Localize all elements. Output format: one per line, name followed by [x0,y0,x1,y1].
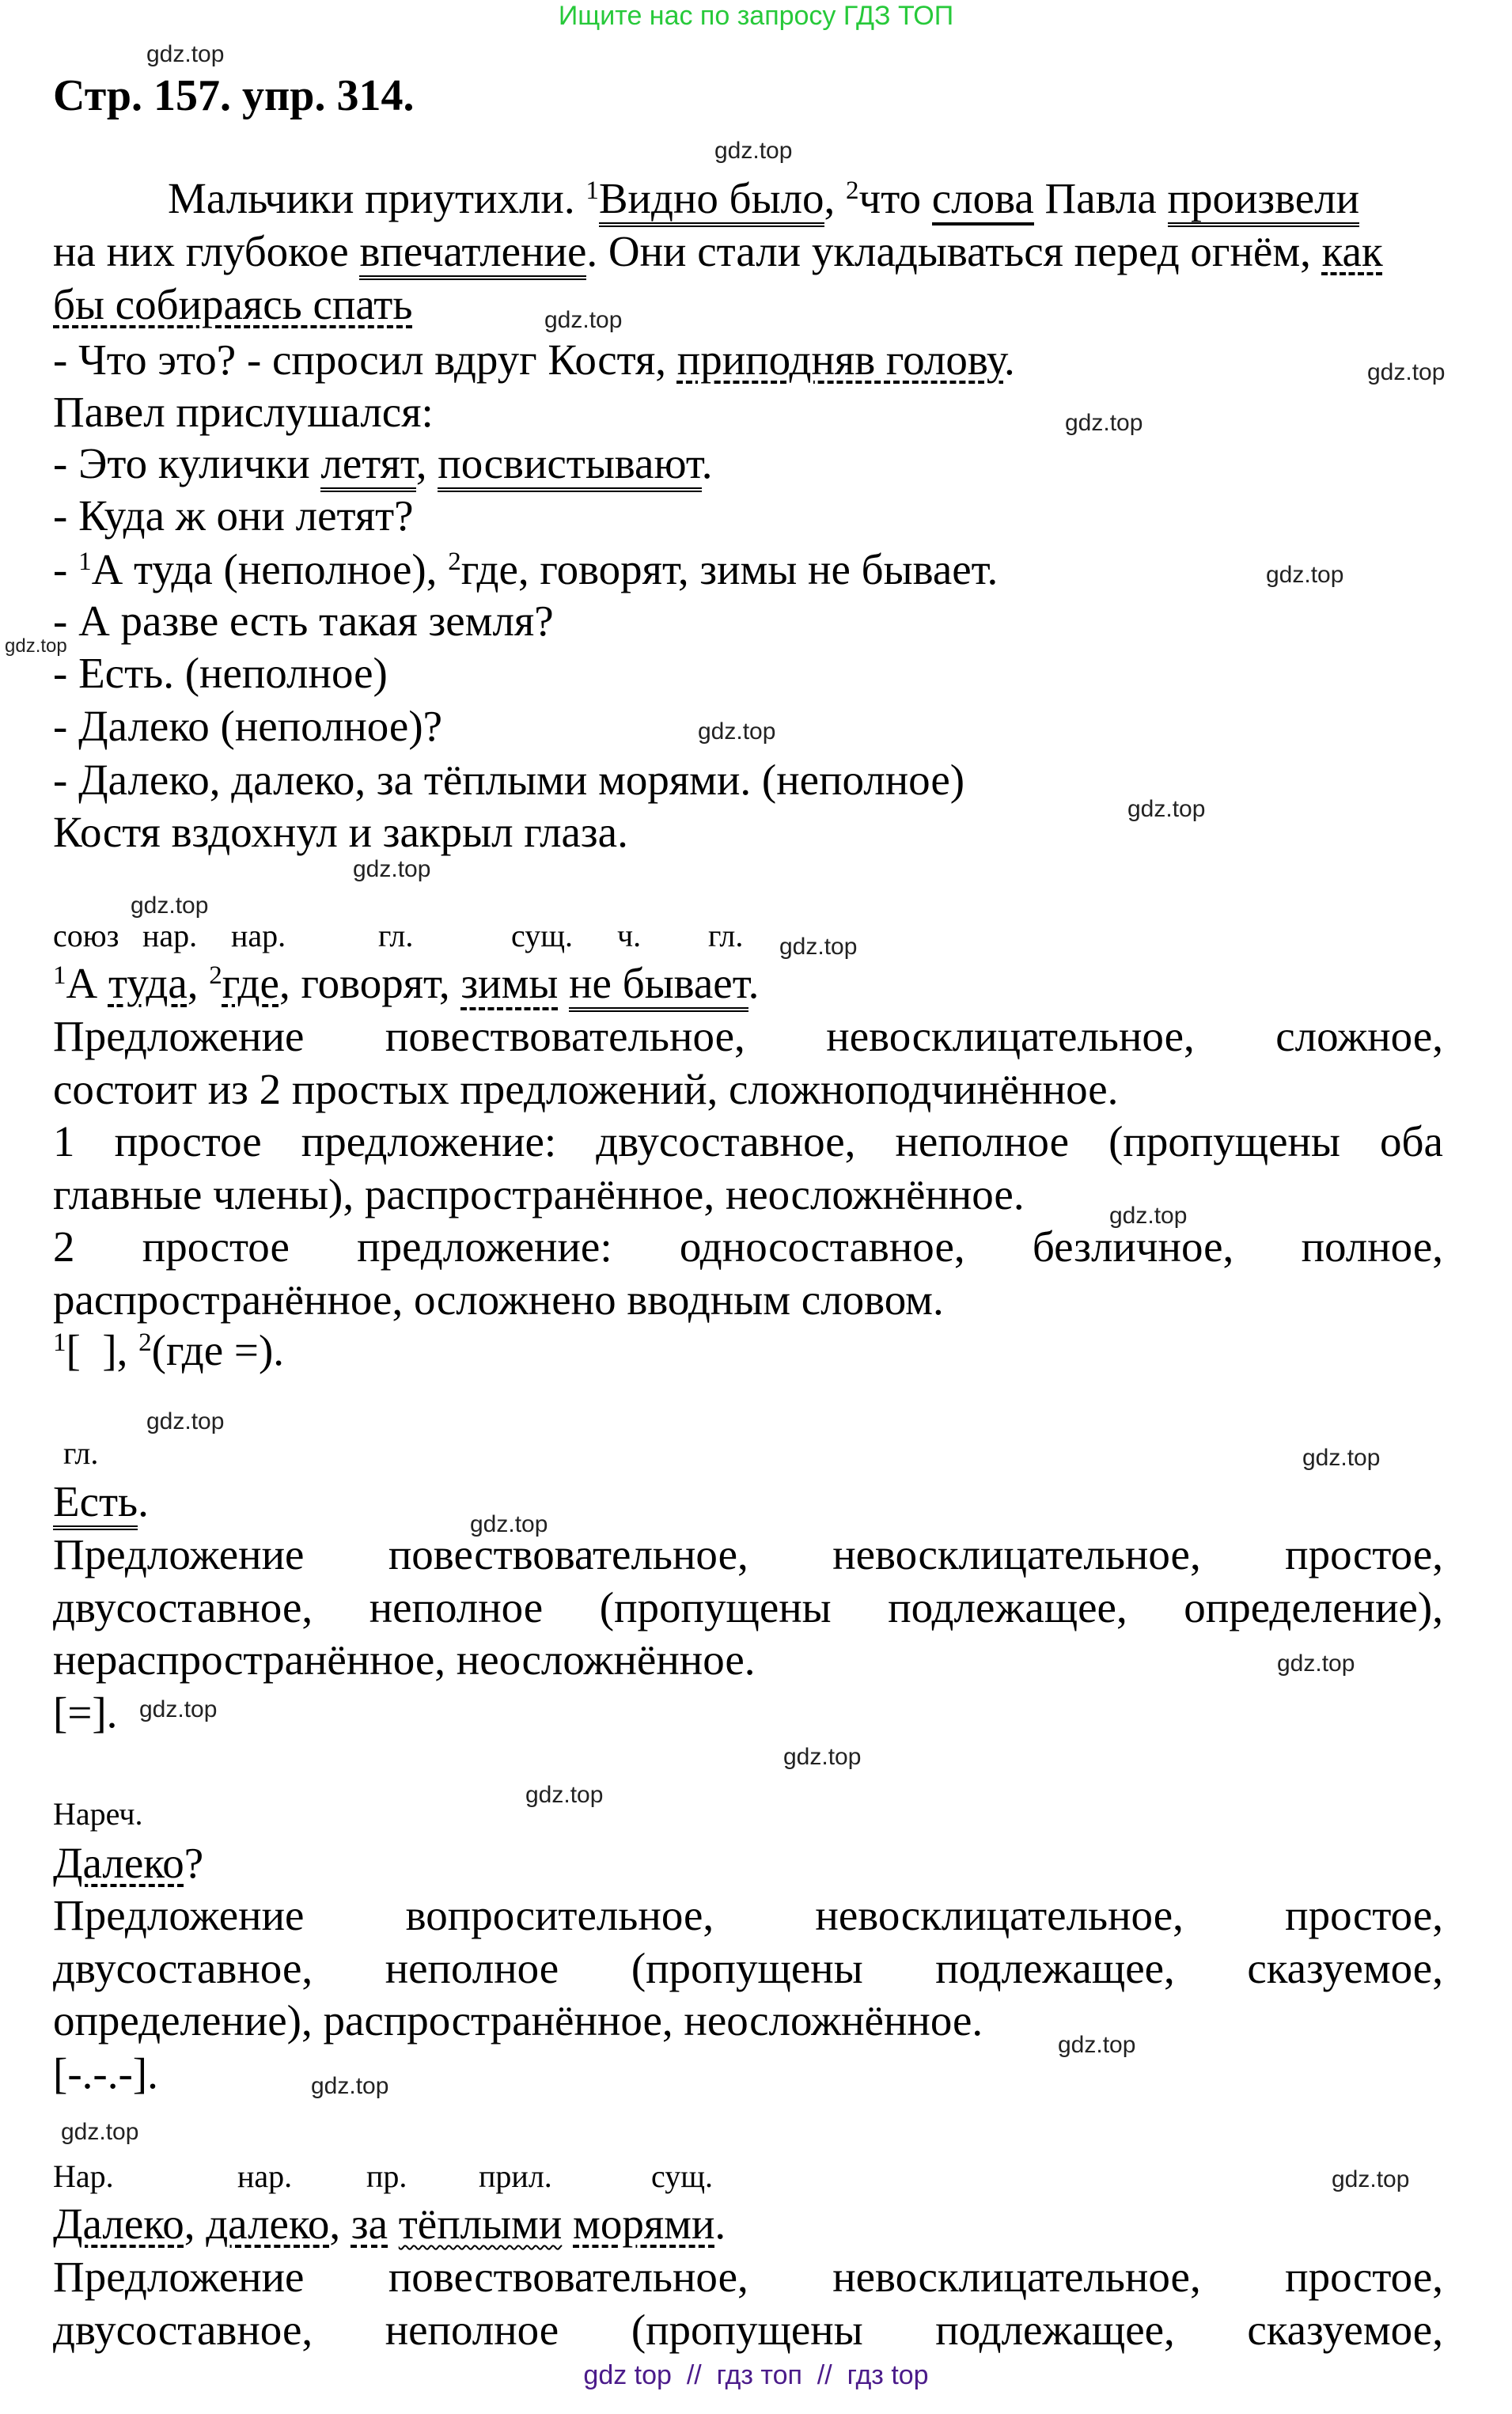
analysis-line: Предложение повествовательное, невосклицательное, простое, [53,1530,1443,1578]
pos-label: гл. [378,918,414,953]
text-line-8: - $^1$А туда (неполное), $^2$где, говорят, зимы не бывает. [53,545,999,593]
analysis-sentence-2: Есть. [53,1476,149,1528]
watermark: gdz.top [1266,562,1344,588]
text-line-5: Павел прислушался: [53,388,434,436]
watermark: gdz.top [544,307,623,333]
watermark: gdz.top [1058,2032,1136,2058]
analysis-line: двусоставное, неполное (пропущены подлежащее, определение), [53,1583,1443,1631]
adverbial: за [351,2200,388,2248]
watermark: gdz.top [1109,1203,1188,1229]
predicate: летят [320,439,415,492]
analysis-line: главные члены), распространённое, неосложнённое. [53,1170,1025,1218]
adverbial: как [1321,227,1383,275]
predicate: произвели [1168,174,1360,227]
pos-label: Нар. [53,2158,114,2194]
watermark: gdz.top [61,2119,139,2145]
pos-label: нар. [231,918,286,953]
analysis-line: двусоставное, неполное (пропущены подлежащее, сказуемое, [53,2306,1443,2354]
adverbial: где [222,959,279,1007]
adverbial: далеко [206,2200,330,2248]
analysis-line: двусоставное, неполное (пропущены подлежащее, сказуемое, [53,1944,1443,1992]
pos-label: ч. [617,918,642,953]
watermark: gdz.top [1332,2166,1410,2192]
text-line-6: - Это кулички летят, посвистывают. [53,438,712,490]
watermark: gdz.top [1367,359,1446,385]
subject: слова [932,174,1034,225]
pos-label: союз [53,918,119,953]
text-line-3 [53,279,412,331]
text-line-11: - Далеко (неполное)? [53,702,443,750]
pos-label: сущ. [651,2158,714,2194]
predicate: посвистывают [438,439,701,492]
predicate: Есть [53,1477,138,1530]
analysis-line: распространённое, осложнено вводным словом. [53,1275,944,1324]
analysis-sentence-1: $^1$А туда, $^2$где, говорят, зимы не бывает. [53,957,759,1010]
analysis-line: Предложение повествовательное, невосклицательное, сложное, [53,1012,1443,1060]
text-line-2: на них глубокое впечатление. Они стали укладываться перед огнём, как [53,225,1383,278]
watermark: gdz.top [714,138,793,164]
watermark: gdz.top [1127,796,1206,822]
watermark: gdz.top [698,718,776,745]
watermark: gdz.top [146,41,225,67]
analysis-line: 1 простое предложение: двусоставное, неполное (пропущены оба [53,1117,1443,1165]
watermark: gdz.top [353,856,431,882]
watermark: gdz.top [525,1782,604,1808]
text-line-13: Костя вздохнул и закрыл глаза. [53,808,628,856]
watermark: gdz.top [131,892,209,919]
watermark: gdz.top [1065,410,1143,436]
pos-label: Нареч. [53,1796,143,1832]
watermark: gdz.top [146,1408,225,1434]
page-title: Стр. 157. упр. 314. [53,71,415,120]
analysis-sentence-4: Далеко, далеко, за тёплыми морями. [53,2200,726,2248]
analysis-line: состоит из 2 простых предложений, сложноподчинённое. [53,1065,1119,1113]
object: зимы [460,959,558,1010]
adverbial: туда [108,959,188,1007]
adverbial: приподняв голову [676,335,1004,384]
text-line-12: - Далеко, далеко, за тёплыми морями. (неполное) [53,756,965,804]
search-banner: Ищите нас по запросу ГДЗ ТОП [558,1,954,31]
analysis-line: Предложение повествовательное, невосклицательное, простое, [53,2253,1443,2301]
predicate: не бывает [569,959,748,1012]
analysis-line: Предложение вопросительное, невосклицательное, простое, [53,1891,1443,1939]
watermark: gdz.top [783,1744,862,1770]
pos-label: пр. [366,2158,407,2194]
adverbial: морями [573,2200,715,2248]
text-line-1: Мальчики приутихли. $^1$Видно было, $^2$что слова Павла произвели [53,172,1443,225]
predicate: Видно было [599,174,824,227]
sentence-scheme: [-.-.-]. [53,2049,158,2098]
adverbial: Далеко [53,2200,184,2248]
watermark: gdz.top [1277,1650,1355,1677]
pos-label: нар. [237,2158,293,2194]
text-line-9: - А разве есть такая земля? [53,597,554,645]
attribute: тёплыми [398,2200,563,2248]
pos-label: гл. [63,1435,99,1471]
text-line-10: - Есть. (неполное) [53,649,388,697]
pos-label: прил. [479,2158,552,2194]
sentence-scheme: [=]. [53,1688,118,1737]
watermark: gdz.top [5,635,67,657]
watermark: gdz.top [311,2073,389,2099]
text-line-7: - Куда ж они летят? [53,491,414,540]
pos-label: нар. [142,918,198,953]
analysis-line: нераспространённое, неосложнённое. [53,1635,756,1684]
analysis-line: 2 простое предложение: односоставное, безличное, полное, [53,1222,1443,1271]
sentence-scheme: $^1$[ ], $^2$(где =). [53,1326,285,1374]
footer-watermark: gdz top // гдз топ // гдз top [583,2360,929,2390]
text-line-4: - Что это? - спросил вдруг Костя, приподняв голову. [53,335,1015,384]
analysis-line: определение), распространённое, неосложнённое. [53,1996,983,2045]
adverbial: Далеко [53,1839,184,1887]
pos-label: гл. [708,918,744,953]
pos-label: сущ. [511,918,574,953]
watermark: gdz.top [470,1511,548,1537]
adverbial: бы собираясь спать [53,280,413,328]
watermark: gdz.top [779,934,858,960]
watermark: gdz.top [1302,1445,1381,1471]
watermark: gdz.top [139,1696,218,1722]
predicate: впечатление [359,227,586,280]
analysis-sentence-3: Далеко? [53,1839,204,1887]
